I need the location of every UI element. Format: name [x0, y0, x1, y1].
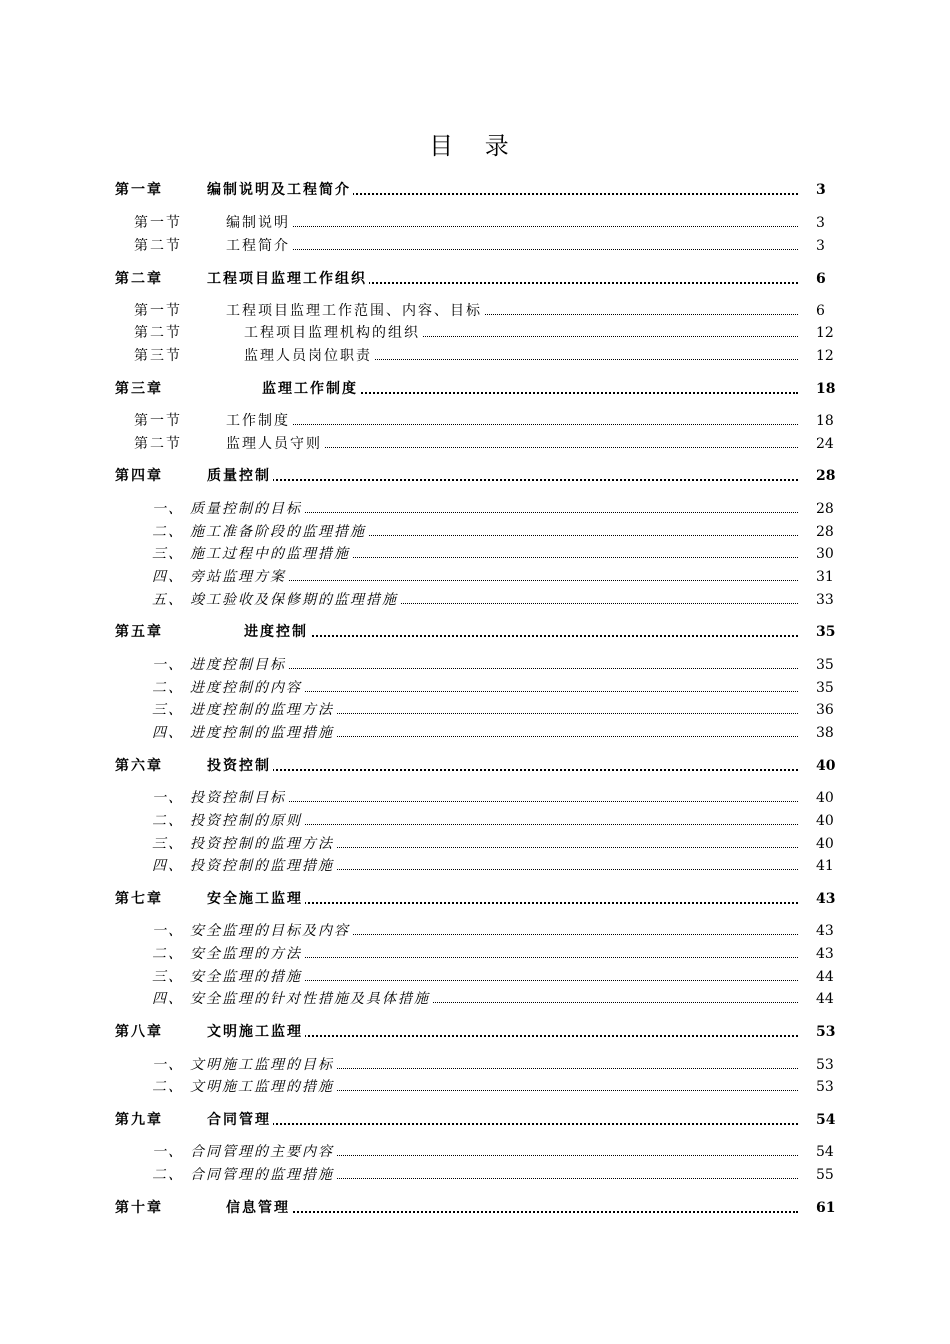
toc-entry-item[interactable] [0, 966, 950, 988]
toc-entry-label: 第四章 [115, 468, 163, 484]
toc-entry-item[interactable] [0, 787, 950, 809]
toc-page-number: 40 [816, 790, 834, 806]
toc-entry-title: 工程简介 [226, 235, 292, 257]
toc-entry-title: 投资控制的监理方法 [190, 833, 336, 855]
toc-page-number: 6 [816, 271, 826, 287]
toc-entry-label: 一、 [152, 790, 184, 806]
toc-entry-label: 二、 [152, 946, 184, 962]
toc-entry-label: 二、 [152, 1167, 184, 1183]
toc-entry-label: 一、 [152, 657, 184, 673]
toc-title: 目 录 [429, 132, 521, 160]
toc-entry-label: 第五章 [115, 624, 163, 640]
toc-entry-item[interactable] [0, 722, 950, 744]
toc-entry-label: 第六章 [115, 758, 163, 774]
toc-entry-title: 文明施工监理的措施 [190, 1076, 336, 1098]
toc-entry-title: 工程项目监理机构的组织 [244, 322, 422, 344]
toc-entry-chap[interactable] [0, 755, 950, 777]
toc-entry-item[interactable] [0, 1164, 950, 1186]
toc-entry-label: 一、 [152, 1057, 184, 1073]
toc-entry-item[interactable] [0, 498, 950, 520]
toc-dot-leader [207, 769, 798, 771]
toc-entry-title: 投资控制 [207, 755, 273, 777]
toc-page-number: 35 [816, 680, 834, 696]
toc-entry-label: 五、 [152, 592, 184, 608]
toc-entry-item[interactable] [0, 543, 950, 565]
toc-entry-label: 一、 [152, 501, 184, 517]
toc-entry-item[interactable] [0, 566, 950, 588]
toc-page-number: 3 [816, 215, 825, 231]
toc-page-number: 61 [816, 1200, 836, 1216]
toc-entry-chap[interactable] [0, 1197, 950, 1219]
toc-entry-title: 文明施工监理 [207, 1021, 305, 1043]
toc-entry-title: 工作制度 [226, 410, 292, 432]
toc-entry-label: 第七章 [115, 891, 163, 907]
toc-entry-label: 第三节 [134, 348, 182, 364]
toc-entry-item[interactable] [0, 699, 950, 721]
toc-page-number: 31 [816, 569, 834, 585]
toc-entry-item[interactable] [0, 1054, 950, 1076]
toc-entry-title: 进度控制 [244, 621, 310, 643]
toc-entry-title: 投资控制目标 [190, 787, 288, 809]
toc-entry-item[interactable] [0, 855, 950, 877]
toc-entry-title: 进度控制的内容 [190, 677, 304, 699]
toc-entry-item[interactable] [0, 1141, 950, 1163]
toc-dot-leader [226, 249, 798, 250]
toc-entry-item[interactable] [0, 943, 950, 965]
toc-page-number: 33 [816, 592, 834, 608]
toc-page-number: 18 [816, 413, 834, 429]
toc-entry-label: 四、 [152, 725, 184, 741]
toc-entry-label: 第一节 [134, 303, 182, 319]
toc-entry-title: 编制说明 [226, 212, 292, 234]
toc-entry-title: 安全监理的措施 [190, 966, 304, 988]
toc-page-number: 43 [816, 946, 834, 962]
toc-page-number: 44 [816, 969, 834, 985]
toc-entry-title: 质量控制的目标 [190, 498, 304, 520]
toc-page-number: 43 [816, 923, 834, 939]
toc-entry-label: 一、 [152, 1144, 184, 1160]
toc-entry-sec[interactable] [0, 410, 950, 432]
toc-entry-sec[interactable] [0, 345, 950, 367]
toc-page-number: 40 [816, 836, 834, 852]
toc-page-number: 43 [816, 891, 836, 907]
toc-entry-title: 合同管理的监理措施 [190, 1164, 336, 1186]
toc-entry-label: 第二节 [134, 325, 182, 341]
toc-entry-title: 监理人员守则 [226, 433, 324, 455]
toc-entry-label: 第一章 [115, 182, 163, 198]
toc-dot-leader [226, 226, 798, 227]
toc-entry-title: 合同管理的主要内容 [190, 1141, 336, 1163]
toc-entry-chap[interactable] [0, 179, 950, 201]
toc-page-number: 41 [816, 858, 834, 874]
toc-entry-label: 一、 [152, 923, 184, 939]
toc-entry-chap[interactable] [0, 268, 950, 290]
toc-dot-leader [244, 635, 798, 637]
toc-entry-title: 旁站监理方案 [190, 566, 288, 588]
toc-entry-label: 第一节 [134, 215, 182, 231]
toc-entry-label: 第九章 [115, 1112, 163, 1128]
toc-page-number: 24 [816, 436, 834, 452]
toc-entry-title: 工程项目监理工作范围、内容、目标 [226, 300, 484, 322]
toc-entry-label: 二、 [152, 524, 184, 540]
toc-entry-item[interactable] [0, 1076, 950, 1098]
toc-entry-title: 文明施工监理的目标 [190, 1054, 336, 1076]
toc-page-number: 12 [816, 325, 834, 341]
toc-entry-label: 三、 [152, 546, 184, 562]
toc-page-number: 54 [816, 1144, 834, 1160]
toc-page-number: 53 [816, 1057, 834, 1073]
toc-page-number: 38 [816, 725, 834, 741]
toc-entry-title: 竣工验收及保修期的监理措施 [190, 589, 400, 611]
toc-page-number: 35 [816, 657, 834, 673]
toc-entry-item[interactable] [0, 988, 950, 1010]
toc-page-number: 30 [816, 546, 834, 562]
toc-entry-label: 第十章 [115, 1200, 163, 1216]
toc-entry-title: 安全监理的目标及内容 [190, 920, 352, 942]
toc-page-number: 36 [816, 702, 834, 718]
toc-entry-item[interactable] [0, 833, 950, 855]
toc-page-number: 28 [816, 501, 834, 517]
toc-entry-title: 监理工作制度 [262, 378, 360, 400]
toc-entry-label: 第二节 [134, 436, 182, 452]
toc-entry-chap[interactable] [0, 465, 950, 487]
toc-entry-label: 第二节 [134, 238, 182, 254]
toc-entry-item[interactable] [0, 810, 950, 832]
toc-page-number: 40 [816, 758, 836, 774]
toc-entry-label: 四、 [152, 858, 184, 874]
toc-entry-title: 编制说明及工程简介 [207, 179, 353, 201]
toc-dot-leader [207, 1123, 798, 1125]
toc-entry-sec[interactable] [0, 300, 950, 322]
toc-entry-title: 施工过程中的监理措施 [190, 543, 352, 565]
toc-entry-title: 监理人员岗位职责 [244, 345, 374, 367]
toc-entry-sec[interactable] [0, 433, 950, 455]
toc-entry-label: 二、 [152, 680, 184, 696]
toc-entry-title: 进度控制目标 [190, 654, 288, 676]
toc-page-number: 53 [816, 1024, 836, 1040]
toc-entry-sec[interactable] [0, 235, 950, 257]
toc-entry-item[interactable] [0, 920, 950, 942]
toc-entry-sec[interactable] [0, 212, 950, 234]
toc-page-number: 18 [816, 381, 836, 397]
toc-entry-item[interactable] [0, 589, 950, 611]
toc-entry-label: 四、 [152, 569, 184, 585]
toc-entry-title: 工程项目监理工作组织 [207, 268, 369, 290]
toc-page-number: 44 [816, 991, 834, 1007]
toc-entry-label: 三、 [152, 702, 184, 718]
toc-page-number: 54 [816, 1112, 836, 1128]
toc-entry-item[interactable] [0, 654, 950, 676]
toc-entry-label: 第八章 [115, 1024, 163, 1040]
toc-page-number: 12 [816, 348, 834, 364]
toc-page-number: 53 [816, 1079, 834, 1095]
toc-entry-title: 进度控制的监理措施 [190, 722, 336, 744]
toc-page-number: 28 [816, 524, 834, 540]
toc-entry-chap[interactable] [0, 621, 950, 643]
toc-entry-title: 合同管理 [207, 1109, 273, 1131]
toc-entry-title: 信息管理 [226, 1197, 292, 1219]
toc-entry-label: 第三章 [115, 381, 163, 397]
toc-entry-title: 安全施工监理 [207, 888, 305, 910]
toc-dot-leader [226, 424, 798, 425]
toc-entry-title: 投资控制的监理措施 [190, 855, 336, 877]
toc-page-number: 35 [816, 624, 836, 640]
toc-entry-label: 二、 [152, 813, 184, 829]
toc-dot-leader [226, 1211, 798, 1213]
toc-dot-leader [207, 479, 798, 481]
toc-page-number: 40 [816, 813, 834, 829]
toc-entry-chap[interactable] [0, 378, 950, 400]
toc-entry-title: 投资控制的原则 [190, 810, 304, 832]
toc-entry-title: 质量控制 [207, 465, 273, 487]
toc-entry-item[interactable] [0, 677, 950, 699]
toc-entry-chap[interactable] [0, 1021, 950, 1043]
toc-entry-title: 安全监理的针对性措施及具体措施 [190, 988, 432, 1010]
toc-entry-label: 二、 [152, 1079, 184, 1095]
toc-entry-label: 第一节 [134, 413, 182, 429]
toc-page-number: 6 [816, 303, 825, 319]
toc-entry-label: 第二章 [115, 271, 163, 287]
toc-entry-title: 安全监理的方法 [190, 943, 304, 965]
toc-entry-title: 施工准备阶段的监理措施 [190, 521, 368, 543]
toc-entry-label: 三、 [152, 836, 184, 852]
toc-entry-chap[interactable] [0, 888, 950, 910]
toc-page-number: 55 [816, 1167, 834, 1183]
toc-page-number: 3 [816, 238, 825, 254]
toc-entry-title: 进度控制的监理方法 [190, 699, 336, 721]
toc-page-number: 28 [816, 468, 836, 484]
toc-entry-sec[interactable] [0, 322, 950, 344]
toc-entry-label: 三、 [152, 969, 184, 985]
toc-entry-chap[interactable] [0, 1109, 950, 1131]
toc-page-number: 3 [816, 182, 826, 198]
toc-entry-label: 四、 [152, 991, 184, 1007]
toc-entry-item[interactable] [0, 521, 950, 543]
